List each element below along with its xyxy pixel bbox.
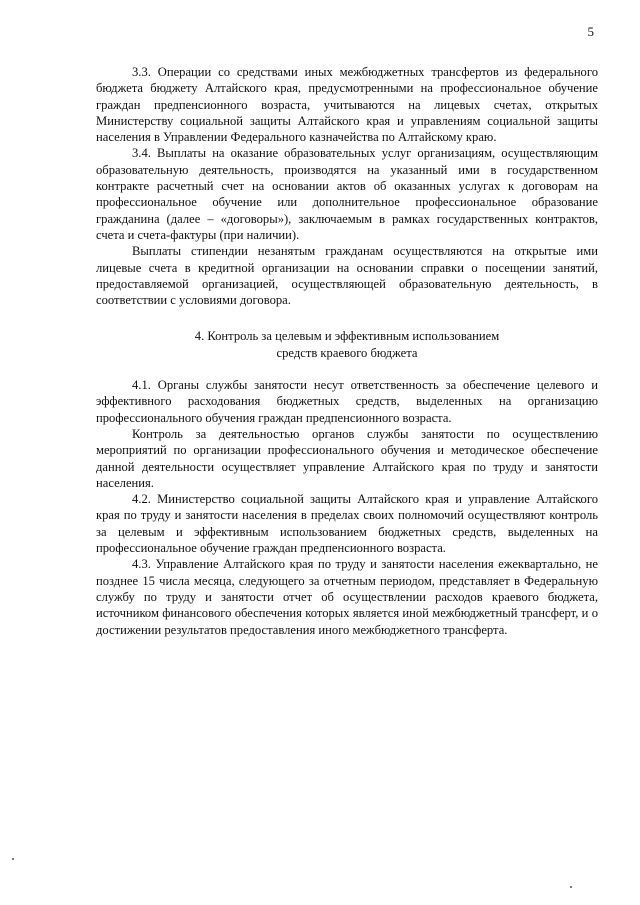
paragraph-4-3: 4.3. Управление Алтайского края по труду и занятости населения ежеквартально, не позднее 15 числа месяца, следующего за отчетным периодом, представляет в Федеральную службу по труду и занятости отчет об осуществлении расходов краевого бюджета, источником финансового обеспечения которых является иной межбюджетный трансферт, и о достижении результатов предоставления иного межбюджетного трансферта. xyxy=(96,557,598,637)
paragraph-4-1: 4.1. Органы службы занятости несут ответственность за обеспечение целевого и эффективного расходования бюджетных средств, выделенных на организацию профессионального обучения граждан предпенсионного возраста. xyxy=(96,378,598,425)
paragraph-3-3: 3.3. Операции со средствами иных межбюджетных трансфертов из федерального бюджета бюджету Алтайского края, предусмотренными на профессиональное обучение граждан предпенсионного возраста, учитываются на лицевых счетах, открытых Министерству социальной защиты Алтайского края и управлениям социальной защиты населения в Управлении Федерального казначейства по Алтайскому краю. xyxy=(96,65,598,145)
section-heading-line-2: средств краевого бюджета xyxy=(276,345,418,360)
document-body xyxy=(96,64,598,638)
paragraph-control: Контроль за деятельностью органов службы занятости по осуществлению мероприятий по организации профессионального обучения и методическое обеспечение данной деятельности осуществляет управление Алтайского края по труду и занятости населения. xyxy=(96,426,598,490)
paragraph-3-4: 3.4. Выплаты на оказание образовательных услуг организациям, осуществляющим образовательную деятельность, производятся на указанный ими в государственном контракте расчетный счет на основании актов об оказанных услугах к договорам на профессиональное обучение или дополнительное профессиональное образование гражданина (далее – «договоры»), заключаемым в рамках государственных контрактов, счета и счета-фактуры (при наличии). xyxy=(96,146,598,242)
section-heading-line-1: 4. Контроль за целевым и эффективным использованием xyxy=(194,329,500,344)
scan-speck xyxy=(570,886,572,888)
page-number: 5 xyxy=(587,24,594,39)
paragraph-stipend: Выплаты стипендии незанятым гражданам осуществляются на открытые ими лицевые счета в кредитной организации на основании справки о посещении занятий, предоставляемой организацией, осуществляющей образовательную деятельность, в соответствии с условиями договора. xyxy=(96,244,598,308)
scan-speck xyxy=(12,858,14,860)
section-heading xyxy=(96,328,598,361)
paragraph-4-2: 4.2. Министерство социальной защиты Алтайского края и управление Алтайского края по труду и занятости населения в пределах своих полномочий осуществляют контроль за целевым и эффективным использованием бюджетных средств, выделенных на профессиональное обучение граждан предпенсионного возраста. xyxy=(96,492,598,556)
